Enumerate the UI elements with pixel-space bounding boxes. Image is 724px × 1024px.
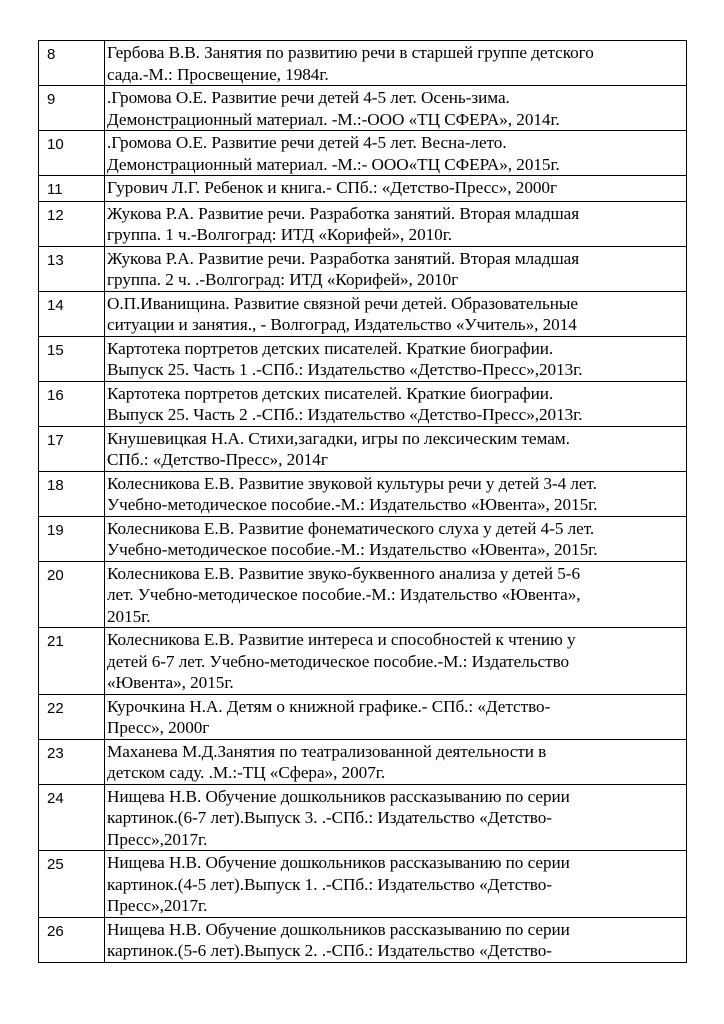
entry-text-line: Жукова Р.А. Развитие речи. Разработка занятий. Вторая младшая <box>107 248 580 268</box>
entry-text-line: Нищева Н.В. Обучение дошкольников рассказыванию по серии <box>107 786 570 806</box>
table-row <box>39 784 687 851</box>
row-number: 13 <box>39 246 105 291</box>
bibliography-entry <box>105 628 687 695</box>
row-number: 22 <box>39 694 105 739</box>
bibliography-entry <box>105 201 687 246</box>
row-number: 19 <box>39 516 105 561</box>
entry-text-line: Колесникова Е.В. Развитие интереса и способностей к чтению у <box>107 630 576 649</box>
entry-text-line: .Громова О.Е. Развитие речи детей 4-5 лет. Осень-зима. <box>107 88 510 107</box>
entry-text-line: .Громова О.Е. Развитие речи детей 4-5 лет. Весна-лето. <box>107 133 507 152</box>
entry-text-line: картинок.(5-6 лет).Выпуск 2. .-СПб.: Издательство «Детство- <box>107 941 552 960</box>
bibliography-table <box>38 40 687 963</box>
row-number: 26 <box>39 917 105 962</box>
entry-text-line: Кнушевицкая Н.А. Стихи,загадки, игры по лексическим темам. <box>107 428 570 448</box>
row-number: 16 <box>39 381 105 426</box>
entry-text-line: сада.-М.: Просвещение, 1984г. <box>107 64 329 84</box>
entry-text-line: Пресс», 2000г <box>107 718 210 737</box>
row-number: 21 <box>39 628 105 695</box>
entry-text-line: Пресс»,2017г. <box>107 829 208 849</box>
table-row <box>39 336 687 381</box>
entry-text-line: Гурович Л.Г. Ребенок и книга.- СПб.: «Детство-Пресс», 2000г <box>107 178 557 197</box>
bibliography-table-body <box>39 41 687 963</box>
bibliography-entry <box>105 131 687 176</box>
row-number: 8 <box>39 41 105 86</box>
entry-text-line: Курочкина Н.А. Детям о книжной графике.- СПб.: «Детство- <box>107 696 551 716</box>
row-number: 24 <box>39 784 105 851</box>
row-number: 18 <box>39 471 105 516</box>
entry-text-line: Картотека портретов детских писателей. Краткие биографии. <box>107 383 554 403</box>
entry-text-line: картинок.(6-7 лет).Выпуск 3. .-СПб.: Издательство «Детство- <box>107 808 552 827</box>
table-row <box>39 201 687 246</box>
table-row <box>39 694 687 739</box>
entry-text-line: Колесникова Е.В. Развитие звуко-буквенного анализа у детей 5-6 <box>107 563 580 583</box>
entry-text-line: Маханева М.Д.Занятия по театрализованной деятельности в <box>107 741 547 761</box>
bibliography-entry <box>105 784 687 851</box>
entry-text-line: Колесникова Е.В. Развитие фонематического слуха у детей 4-5 лет. <box>107 518 595 538</box>
entry-text-line: Учебно-методическое пособие.-М.: Издательство «Ювента», 2015г. <box>107 540 598 559</box>
row-number: 20 <box>39 561 105 628</box>
entry-text-line: Выпуск 25. Часть 2 .-СПб.: Издательство «Детство-Пресс»,2013г. <box>107 405 583 424</box>
entry-text-line: Демонстрационный материал. -М.:-ООО «ТЦ СФЕРА», 2014г. <box>107 109 560 129</box>
row-number: 17 <box>39 426 105 471</box>
table-row <box>39 917 687 962</box>
bibliography-entry <box>105 694 687 739</box>
bibliography-entry <box>105 426 687 471</box>
entry-text-line: детей 6-7 лет. Учебно-методическое пособие.-М.: Издательство <box>107 651 570 671</box>
entry-text-line: группа. 2 ч. .-Волгоград: ИТД «Корифей», 2010г <box>107 270 459 289</box>
table-row <box>39 41 687 86</box>
entry-text-line: Нищева Н.В. Обучение дошкольников рассказыванию по серии <box>107 919 570 939</box>
entry-text-line: О.П.Иванищина. Развитие связной речи детей. Образовательные <box>107 293 578 313</box>
bibliography-entry <box>105 291 687 336</box>
row-number: 10 <box>39 131 105 176</box>
table-row <box>39 851 687 918</box>
entry-text-line: Учебно-методическое пособие.-М.: Издательство «Ювента», 2015г. <box>107 495 598 514</box>
table-row <box>39 86 687 131</box>
bibliography-entry <box>105 471 687 516</box>
bibliography-entry <box>105 41 687 86</box>
entry-text-line: Гербова В.В. Занятия по развитию речи в старшей группе детского <box>107 43 594 62</box>
entry-text-line: Колесникова Е.В. Развитие звуковой культуры речи у детей 3-4 лет. <box>107 473 597 493</box>
entry-text-line: ситуации и занятия., - Волгоград, Издательство «Учитель», 2014 <box>107 315 577 334</box>
bibliography-entry <box>105 851 687 918</box>
bibliography-entry <box>105 246 687 291</box>
table-row <box>39 426 687 471</box>
row-number: 9 <box>39 86 105 131</box>
entry-text-line: 2015г. <box>107 606 151 626</box>
bibliography-entry <box>105 739 687 784</box>
entry-text-line: детском саду. .М.:-ТЦ «Сфера», 2007г. <box>107 763 386 782</box>
bibliography-entry <box>105 176 687 202</box>
row-number: 14 <box>39 291 105 336</box>
entry-text-line: Выпуск 25. Часть 1 .-СПб.: Издательство «Детство-Пресс»,2013г. <box>107 360 583 379</box>
bibliography-entry <box>105 917 687 962</box>
table-row <box>39 381 687 426</box>
entry-text-line: СПб.: «Детство-Пресс», 2014г <box>107 450 328 469</box>
entry-text-line: Картотека портретов детских писателей. Краткие биографии. <box>107 338 554 358</box>
row-number: 15 <box>39 336 105 381</box>
entry-text-line: Демонстрационный материал. -М.:- ООО«ТЦ СФЕРА», 2015г. <box>107 154 560 174</box>
bibliography-entry <box>105 86 687 131</box>
table-row <box>39 471 687 516</box>
entry-text-line: «Ювента», 2015г. <box>107 673 234 692</box>
table-row <box>39 131 687 176</box>
entry-text-line: Жукова Р.А. Развитие речи. Разработка занятий. Вторая младшая <box>107 203 580 223</box>
row-number: 12 <box>39 201 105 246</box>
row-number: 23 <box>39 739 105 784</box>
entry-text-line: лет. Учебно-методическое пособие.-М.: Издательство «Ювента», <box>107 585 581 604</box>
entry-text-line: группа. 1 ч.-Волгоград: ИТД «Корифей», 2010г. <box>107 225 453 244</box>
table-row <box>39 176 687 202</box>
bibliography-entry <box>105 336 687 381</box>
entry-text-line: Пресс»,2017г. <box>107 896 208 915</box>
bibliography-entry <box>105 381 687 426</box>
table-row <box>39 246 687 291</box>
entry-text-line: Нищева Н.В. Обучение дошкольников рассказыванию по серии <box>107 853 570 872</box>
table-row <box>39 739 687 784</box>
table-row <box>39 516 687 561</box>
row-number: 11 <box>39 176 105 202</box>
table-row <box>39 628 687 695</box>
bibliography-entry <box>105 561 687 628</box>
bibliography-entry <box>105 516 687 561</box>
table-row <box>39 291 687 336</box>
entry-text-line: картинок.(4-5 лет).Выпуск 1. .-СПб.: Издательство «Детство- <box>107 874 552 894</box>
table-row <box>39 561 687 628</box>
row-number: 25 <box>39 851 105 918</box>
